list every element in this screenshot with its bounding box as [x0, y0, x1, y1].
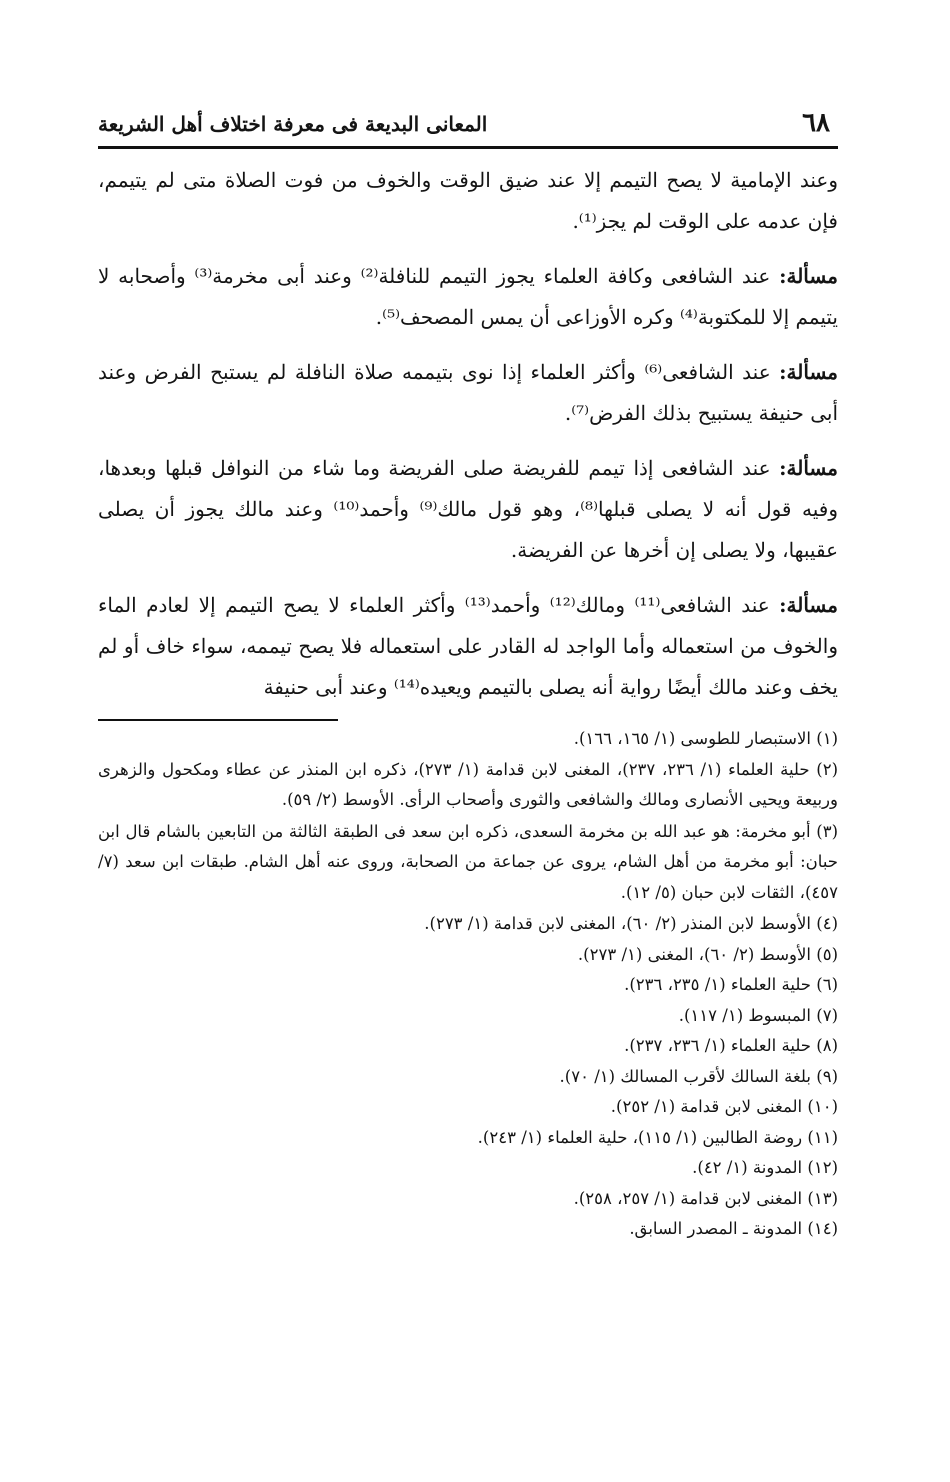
paragraph [98, 585, 838, 708]
running-title: المعانى البديعة فى معرفة اختلاف أهل الشريعة [98, 112, 488, 136]
footnote: (٨) حلية العلماء (١/ ٢٣٦، ٢٣٧). [624, 1036, 838, 1055]
paragraph-text: عند الشافعى⁽¹¹⁾ ومالك⁽¹²⁾ وأحمد⁽¹³⁾ وأكثر العلماء لا يصح التيمم إلا لعادم الماء والخوف من استعماله وأما الواجد له القادر على استعماله فلا يصح تيممه، سواء خاف أو لم يخف وعند مالك أيضًا رواية أنه يصلى بالتيمم ويعيده⁽¹⁴⁾ وعند أبى حنيفة [98, 593, 838, 699]
footnote: (٤) الأوسط لابن المنذر (٢/ ٦٠)، المغنى لابن قدامة (١/ ٢٧٣). [424, 914, 838, 933]
paragraph [98, 448, 838, 571]
issue-label: مسألة: [779, 360, 839, 384]
page-number: ٦٨ [802, 108, 830, 138]
paragraph-text: عند الشافعى إذا تيمم للفريضة صلى الفريضة وما شاء من النوافل قبلها وبعدها، وفيه قول أنه لا يصلى قبلها⁽⁸⁾، وهو قول مالك⁽⁹⁾ وأحمد⁽¹⁰⁾ وعند مالك يجوز أن يصلى عقيبها، ولا يصلى إن أخرها عن الفريضة. [98, 456, 838, 562]
footnote: (٦) حلية العلماء (١/ ٢٣٥، ٢٣٦). [624, 975, 838, 994]
footnote: (٧) المبسوط (١/ ١١٧). [678, 1005, 838, 1025]
footnote: (٢) حلية العلماء (١/ ٢٣٦، ٢٣٧)، المغنى لابن قدامة (١/ ٢٧٣)، ذكره ابن المنذر عن عطاء ومكحول والزهرى وربيعة ويحيى الأنصارى ومالك والشافعى والثورى وأصحاب الرأى. الأوسط (٢/ ٥٩). [98, 759, 839, 809]
running-header [98, 110, 838, 144]
issue-label: مسألة: [779, 593, 838, 617]
paragraph-text: عند الشافعى⁽⁶⁾ وأكثر العلماء إذا نوى بتيممه صلاة النافلة لم يستبح الفرض وعند أبى حنيفة يستبيح بذلك الفرض⁽⁷⁾. [98, 360, 838, 425]
footnote: (١٢) المدونة (١/ ٤٢). [692, 1158, 838, 1177]
footnote: (١١) روضة الطالبين (١/ ١١٥)، حلية العلماء (١/ ٢٤٣). [477, 1127, 838, 1147]
footnotes [98, 724, 838, 1245]
footnote: (٣) أبو مخرمة: هو عبد الله بن مخرمة السعدى، ذكره ابن سعد فى الطبقة الثالثة من التابعين بالشام قال ابن حبان: أبو مخرمة من أهل الشام، يروى عن جماعة من الصحابة، وروى عنه أهل الشام. طبقات ابن سعد (٧/ ٤٥٧)، الثقات لابن حبان (٥/ ١٢). [98, 821, 838, 902]
paragraph [98, 256, 838, 338]
footnote: (١) الاستبصار للطوسى (١/ ١٦٥، ١٦٦). [573, 729, 838, 748]
footnote: (٥) الأوسط (٢/ ٦٠)، المغنى (١/ ٢٧٣). [577, 944, 838, 964]
footnote: (١٣) المغنى لابن قدامة (١/ ٢٥٧، ٢٥٨). [573, 1188, 838, 1208]
paragraph-text: وعند الإمامية لا يصح التيمم إلا عند ضيق الوقت والخوف من فوت الصلاة متى لم يتيمم، فإن عدمه على الوقت لم يجز⁽¹⁾. [98, 168, 838, 233]
main-text [98, 160, 838, 708]
header-rule [98, 146, 838, 149]
paragraph [98, 352, 838, 434]
footnote-separator [98, 719, 338, 721]
footnote: (٩) بلغة السالك لأقرب المسالك (١/ ٧٠). [559, 1066, 838, 1086]
footnote: (١٤) المدونة ـ المصدر السابق. [629, 1219, 838, 1238]
paragraph-text: عند الشافعى وكافة العلماء يجوز التيمم للنافلة⁽²⁾ وعند أبى مخرمة⁽³⁾ وأصحابه لا يتيمم إلا للمكتوبة⁽⁴⁾ وكره الأوزاعى أن يمس المصحف⁽⁵⁾. [98, 264, 838, 329]
paragraph [98, 160, 838, 242]
issue-label: مسألة: [779, 456, 838, 480]
issue-label: مسألة: [779, 264, 838, 288]
footnote: (١٠) المغنى لابن قدامة (١/ ٢٥٢). [610, 1097, 838, 1116]
